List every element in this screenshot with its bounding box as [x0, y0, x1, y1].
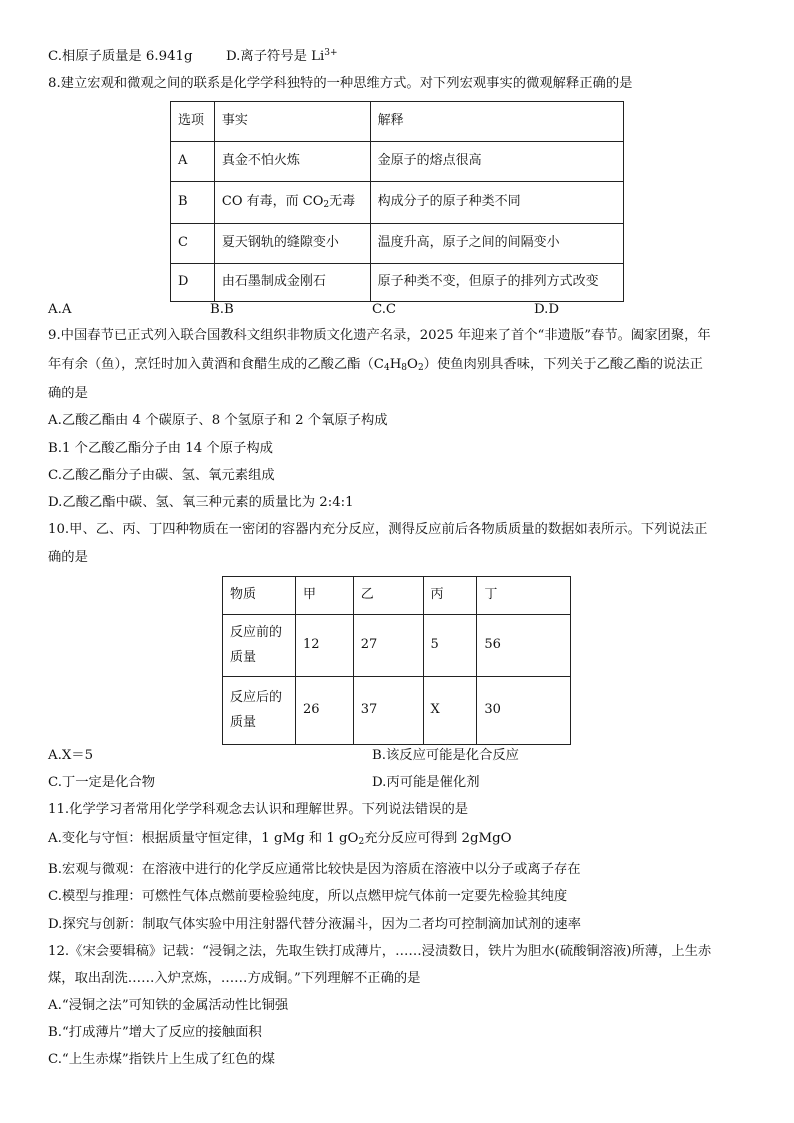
q10-cell: 26 [295, 677, 353, 745]
q10-cell: 5 [423, 615, 477, 677]
q10-row-before [223, 615, 571, 677]
q12-option-a: A.“浸铜之法”可知铁的金属活动性比铜强 [48, 998, 289, 1013]
q8-row-explanation: 金原子的熔点很高 [370, 142, 623, 182]
q8-row-option: D [171, 264, 215, 302]
q9-option-b: B.1 个乙酸乙酯分子由 14 个原子构成 [48, 441, 273, 456]
q8-row-explanation: 构成分子的原子种类不同 [370, 182, 623, 224]
q8-choice-a: A.A [48, 302, 72, 317]
q10-table-header-row [223, 577, 571, 615]
q8-table-row [171, 224, 624, 264]
q10-option-c: C.丁一定是化合物 [48, 775, 156, 790]
q12-option-c: C.“上生赤煤”指铁片上生成了红色的煤 [48, 1052, 275, 1067]
q10-row-label: 反应前的 质量 [223, 615, 296, 677]
q8-header-explanation: 解释 [370, 102, 623, 142]
q10-cell: X [423, 677, 477, 745]
q8-row-option: C [171, 224, 215, 264]
q8-stem: 8.建立宏观和微观之间的联系是化学学科独特的一种思维方式。对下列宏观事实的微观解释正确的是 [48, 76, 633, 91]
q8-row-fact: 夏天钢轨的缝隙变小 [214, 224, 370, 264]
q8-table-row [171, 264, 624, 302]
q10-cell: 30 [477, 677, 571, 745]
q8-choice-c: C.C [372, 302, 397, 317]
q12-option-b: B.“打成薄片”增大了反应的接触面积 [48, 1025, 262, 1040]
q11-option-a: A.变化与守恒：根据质量守恒定律，1 gMg 和 1 $gO_2$充分反应可得到 2gMgO [48, 831, 512, 847]
q10-cell: 37 [353, 677, 423, 745]
q10-cell: 27 [353, 615, 423, 677]
q10-row-after [223, 677, 571, 745]
q11-stem: 11.化学学习者常用化学学科观念去认识和理解世界。下列说法错误的是 [48, 802, 469, 817]
q10-option-a: A.X＝5 [48, 748, 94, 763]
q8-row-option: A [171, 142, 215, 182]
q8-table-header-row [171, 102, 624, 142]
q9-stem-line3: 确的是 [48, 386, 88, 401]
q7-option-d: D.离子符号是 $Li^{3+}$ [226, 48, 338, 64]
q10-header-yi: 乙 [353, 577, 423, 615]
q11-option-d: D.探究与创新：制取气体实验中用注射器代替分液漏斗，因为二者均可控制滴加试剂的速率 [48, 917, 581, 932]
q10-option-b: B.该反应可能是化合反应 [372, 748, 519, 763]
q10-header-ding: 丁 [477, 577, 571, 615]
q12-stem-line2: 煤，取出刮洗……入炉烹炼，……方成铜。”下列理解不正确的是 [48, 971, 421, 986]
q9-stem-line1: 9.中国春节已正式列入联合国教科文组织非物质文化遗产名录，2025 年迎来了首个“非遗版”春节。阖家团聚，年 [48, 328, 711, 343]
q11-option-b: B.宏观与微观：在溶液中进行的化学反应通常比较快是因为溶质在溶液中以分子或离子存在 [48, 862, 581, 877]
q9-stem-line2: 年有余（鱼），烹饪时加入黄酒和食醋生成的乙酸乙酯$(C_4H_8O_2)$使鱼肉别具香味，下列关于乙酸乙酯的说法正 [48, 357, 703, 373]
q10-header-substance: 物质 [223, 577, 296, 615]
q10-header-bing: 丙 [423, 577, 477, 615]
q8-table-row [171, 142, 624, 182]
q10-cell: 56 [477, 615, 571, 677]
q11-option-c: C.模型与推理：可燃性气体点燃前要检验纯度，所以点燃甲烷气体前一定要先检验其纯度 [48, 889, 568, 904]
q8-row-fact: 由石墨制成金刚石 [214, 264, 370, 302]
q12-stem-line1: 12.《宋会要辑稿》记载：“浸铜之法，先取生铁打成薄片，……浸渍数日，铁片为胆水(硫酸铜溶液)所薄，上生赤 [48, 944, 712, 959]
q10-stem-line1: 10.甲、乙、丙、丁四种物质在一密闭的容器内充分反应，测得反应前后各物质质量的数据如表所示。下列说法正 [48, 522, 708, 537]
q8-table-row [171, 182, 624, 224]
q9-option-a: A.乙酸乙酯由 4 个碳原子、8 个氢原子和 2 个氧原子构成 [48, 413, 388, 428]
q8-choice-b: B.B [210, 302, 234, 317]
q8-row-explanation: 原子种类不变，但原子的排列方式改变 [370, 264, 623, 302]
q8-row-fact: CO 有毒，而 $CO_2$无毒 [214, 182, 370, 224]
q10-stem-line2: 确的是 [48, 550, 88, 565]
q8-choice-d: D.D [534, 302, 560, 317]
q9-option-c: C.乙酸乙酯分子由碳、氢、氧元素组成 [48, 468, 275, 483]
q8-table [170, 101, 624, 302]
q8-row-explanation: 温度升高，原子之间的间隔变小 [370, 224, 623, 264]
q8-header-option: 选项 [171, 102, 215, 142]
q10-cell: 12 [295, 615, 353, 677]
q8-row-option: B [171, 182, 215, 224]
q10-option-d: D.丙可能是催化剂 [372, 775, 480, 790]
q7-option-c: C.相原子质量是 6.941g [48, 49, 193, 64]
q10-table [222, 576, 571, 745]
q8-row-fact: 真金不怕火炼 [214, 142, 370, 182]
q10-header-jia: 甲 [295, 577, 353, 615]
q10-row-label: 反应后的 质量 [223, 677, 296, 745]
q9-option-d: D.乙酸乙酯中碳、氢、氧三种元素的质量比为 2:4:1 [48, 495, 354, 510]
q8-header-fact: 事实 [214, 102, 370, 142]
